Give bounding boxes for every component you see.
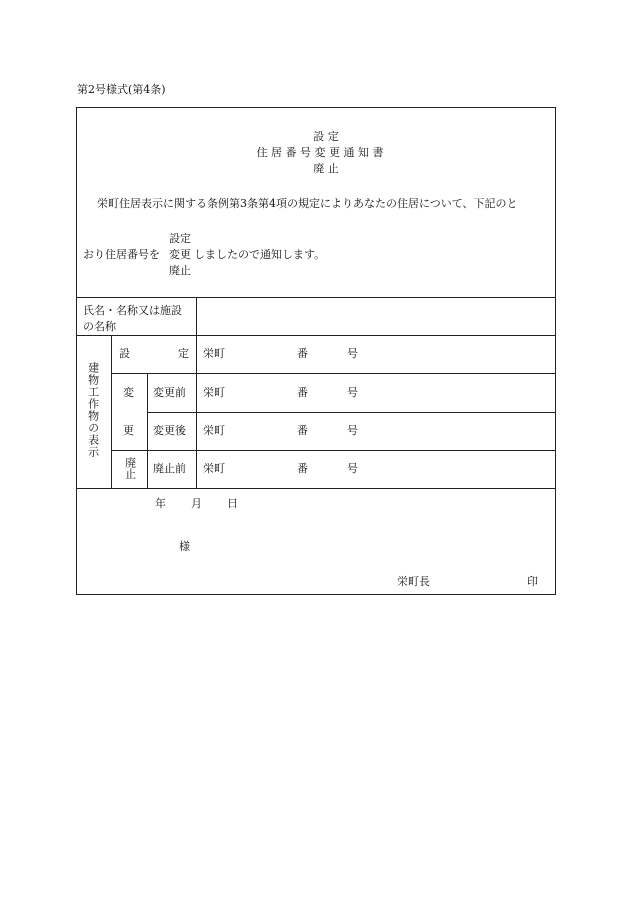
table-bottom-line (77, 488, 555, 489)
abolish-label: 廃止 (123, 457, 137, 479)
change-before-label: 変更前 (153, 386, 186, 399)
change-label-b: 更 (123, 424, 134, 437)
name-row-bottom-line (77, 335, 555, 336)
set-go: 号 (347, 347, 358, 360)
date-year: 年 (155, 497, 166, 510)
change-after-town: 栄町 (203, 424, 225, 437)
abolish-before-town: 栄町 (203, 462, 225, 475)
set-label-b: 定 (178, 347, 189, 360)
date-month: 月 (191, 497, 202, 510)
set-row-bottom-line (111, 373, 555, 374)
title-option-set: 設 定 (313, 130, 339, 143)
value-column-line (196, 297, 197, 488)
notice-form (76, 107, 556, 595)
sub-label-column-line (147, 373, 148, 488)
change-after-ban: 番 (297, 424, 308, 437)
change-before-ban: 番 (297, 386, 308, 399)
body-line-2-suffix: しましたので通知します。 (194, 248, 326, 261)
form-reference: 第2号様式(第4条) (77, 83, 166, 96)
building-display-label: 建物工作物の表示 (86, 362, 100, 458)
change-after-bottom-line (111, 450, 555, 451)
abolish-before-label: 廃止前 (153, 462, 186, 475)
table-top-line (77, 297, 555, 298)
change-before-go: 号 (347, 386, 358, 399)
abolish-before-go: 号 (347, 462, 358, 475)
body-option-change: 変更 (169, 248, 191, 261)
change-label-a: 変 (123, 386, 134, 399)
recipient-honorific: 様 (179, 540, 190, 553)
side-label-column-line (111, 335, 112, 488)
set-label-a: 設 (119, 347, 130, 360)
form-title: 住 居 番 号 変 更 通 知 書 (256, 146, 384, 159)
set-town: 栄町 (203, 347, 225, 360)
change-before-bottom-line (147, 412, 555, 413)
body-option-abolish: 廃止 (169, 264, 191, 277)
set-ban: 番 (297, 347, 308, 360)
seal-mark: 印 (527, 575, 538, 588)
change-after-label: 変更後 (153, 424, 186, 437)
title-option-abolish: 廃 止 (313, 162, 339, 175)
abolish-before-ban: 番 (297, 462, 308, 475)
name-label: 氏名・名称又は施設の名称 (83, 304, 182, 333)
change-after-go: 号 (347, 424, 358, 437)
change-before-town: 栄町 (203, 386, 225, 399)
body-line-1: 栄町住居表示に関する条例第3条第4項の規定によりあなたの住居について、下記のと (97, 197, 518, 210)
date-day: 日 (227, 497, 238, 510)
mayor-title: 栄町長 (397, 575, 430, 588)
body-option-set: 設定 (169, 232, 191, 245)
body-line-2-prefix: おり住居番号を (83, 248, 160, 261)
